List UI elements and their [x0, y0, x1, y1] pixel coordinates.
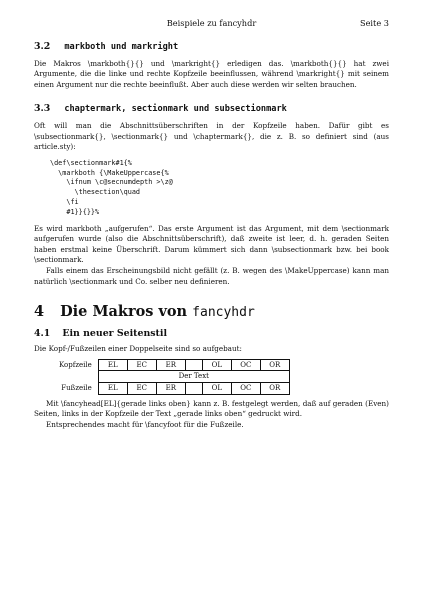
page-number: Seite 3	[359, 18, 389, 28]
cell-er: ER	[156, 359, 185, 371]
paragraph-chaptermark: Oft will man die Abschnittsüberschriften in der Kopfzeile haben. Dafür gibt es \subsectionmark{}, \sectionmark{} und \chaptermark{}, die z. B. so definiert sind (aus article.sty):	[34, 120, 389, 152]
page-content	[34, 42, 389, 430]
code-line: \thesection\quad	[50, 188, 141, 197]
section-heading-4-1	[34, 329, 389, 340]
cell-el: EL	[98, 383, 127, 395]
code-line: \fi	[50, 197, 79, 206]
cell-oc: OC	[231, 383, 260, 395]
cell-body-text: Der Text	[98, 371, 289, 383]
code-line: \markboth {\MakeUppercase{%	[50, 168, 169, 177]
code-block	[50, 159, 389, 218]
code-line: \def\sectionmark#1{%	[50, 158, 132, 167]
paragraph-markboth-explained: Es wird markboth „aufgerufen“. Das erste Argument ist das Argument, mit dem \sectionmark aufgerufen wurde (also die Abschnittsüberschrift), daß zweite ist leer, d. h. geraden Seiten haben erstmal keine Überschrift. Darum kümmert sich dann \subsectionmark bzw. bei book \sectionmark.	[34, 223, 389, 265]
cell-el: EL	[98, 359, 127, 371]
row-label: Fußzeile	[61, 384, 92, 393]
paragraph-fancyfoot: Entsprechendes macht für \fancyfoot für die Fußzeile.	[46, 419, 244, 429]
cell-gutter	[185, 359, 202, 371]
section-number: 3.3	[34, 103, 51, 115]
header-footer-layout-table	[54, 359, 290, 395]
table-row-header	[54, 359, 289, 371]
cell-gutter	[185, 383, 202, 395]
chapter-heading-4	[34, 303, 389, 321]
chapter-title: Die Makros von	[60, 303, 188, 321]
paragraph-fancyhead: Mit \fancyhead[EL]{gerade links oben} kann z. B. festgelegt werden, daß auf geraden (Even) Seiten, links in der Kopfzeile der Text „gerade links oben“ gedruckt wird.	[34, 398, 389, 419]
table-row-footer	[54, 383, 289, 395]
table-row-body	[54, 371, 289, 383]
cell-ec: EC	[127, 359, 156, 371]
row-label: Kopfzeile	[59, 360, 92, 369]
code-line: \ifnum \c@secnumdepth >\z@	[50, 178, 173, 187]
section-title: markboth und markright	[64, 42, 179, 52]
cell-or: OR	[260, 383, 289, 395]
section-title: chaptermark, sectionmark und subsectionmark	[64, 104, 287, 115]
chapter-title-package: fancyhdr	[192, 305, 255, 321]
section-number: 4.1	[34, 327, 51, 339]
chapter-number: 4	[34, 303, 45, 321]
cell-ec: EC	[127, 383, 156, 395]
section-number: 3.2	[34, 41, 51, 52]
running-header	[34, 18, 389, 28]
section-heading-3-2	[34, 42, 389, 53]
section-heading-3-3	[34, 104, 389, 115]
cell-or: OR	[260, 359, 289, 371]
cell-oc: OC	[231, 359, 260, 371]
paragraph-redefine: Falls einem das Erscheinungsbild nicht gefällt (z. B. wegen des \MakeUppercase) kann man natürlich \sectionmark und Co. selber neu definieren.	[34, 265, 389, 286]
cell-ol: OL	[202, 359, 231, 371]
cell-er: ER	[156, 383, 185, 395]
section-title: Ein neuer Seitenstil	[62, 327, 168, 339]
cell-ol: OL	[202, 383, 231, 395]
paragraph-markboth: Die Makros \markboth{}{} und \markright{} erledigen das. \markboth{}{} hat zwei Argumente, die die linke und rechte Kopfzeile beeinflussen, während \markright{} mit seinem einen Argument nur die rechte beeinflußt. Aber auch diese werden wir selten brauchen.	[34, 58, 389, 89]
code-line: #1}}{}}%	[50, 207, 100, 216]
paragraph-layout-intro: Die Kopf-/Fußzeilen einer Doppelseite sind so aufgebaut:	[34, 344, 242, 354]
running-header-title: Beispiele zu fancyhdr	[166, 18, 257, 28]
